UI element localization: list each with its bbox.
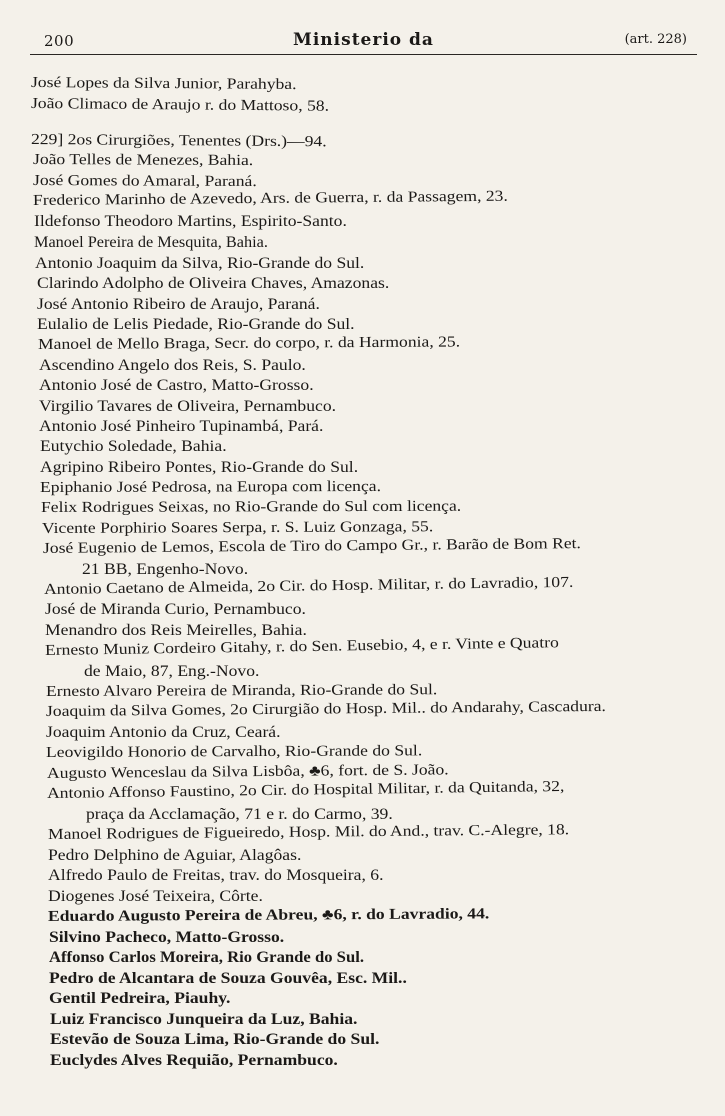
entry-line: Alfredo Paulo de Freitas, trav. do Mosqueira, 6. bbox=[48, 867, 384, 884]
section-heading: 229] 2os Cirurgiões, Tenentes (Drs.)—94. bbox=[30, 131, 327, 151]
entry-line: Antonio José de Castro, Matto-Grosso. bbox=[39, 377, 314, 394]
entry-line: João Climaco de Araujo r. do Mattoso, 58. bbox=[30, 95, 330, 115]
entry-line: Eutychio Soledade, Bahia. bbox=[40, 438, 227, 455]
entry-line: Antonio José Pinheiro Tupinambá, Pará. bbox=[39, 418, 324, 435]
entry-line: Vicente Porphirio Soares Serpa, r. S. Luiz Gonzaga, 55. bbox=[41, 518, 434, 537]
entry-line: Epiphanio José Pedrosa, na Europa com licença. bbox=[39, 477, 382, 496]
entry-line: Ernesto Muniz Cordeiro Gitahy, r. do Sen. Eusebio, 4, e r. Vinte e Quatro bbox=[44, 634, 559, 659]
entry-line: Diogenes José Teixeira, Côrte. bbox=[48, 888, 263, 905]
entry-line: Pedro Delphino de Aguiar, Alagôas. bbox=[48, 847, 302, 864]
entry-line: Affonso Carlos Moreira, Rio Grande do Sul. bbox=[49, 949, 364, 966]
entry-line: Ernesto Alvaro Pereira de Miranda, Rio-Grande do Sul. bbox=[45, 681, 438, 700]
entry-line: Frederico Marinho de Azevedo, Ars. de Guerra, r. da Passagem, 23. bbox=[32, 187, 508, 209]
entry-line: Joaquim Antonio da Cruz, Ceará. bbox=[46, 724, 281, 741]
entry-line: Silvino Pacheco, Matto-Grosso. bbox=[49, 929, 285, 946]
entry-line: Manoel Pereira de Mesquita, Bahia. bbox=[34, 234, 268, 251]
entry-line: Antonio Joaquim da Silva, Rio-Grande do Sul. bbox=[35, 255, 365, 272]
entry-line: praça da Acclamação, 71 e r. do Carmo, 39. bbox=[86, 806, 393, 823]
entry-line: José Gomes do Amaral, Paraná. bbox=[32, 172, 257, 191]
entry-line: Menandro dos Reis Meirelles, Bahia. bbox=[45, 622, 307, 639]
entry-line: de Maio, 87, Eng.-Novo. bbox=[84, 663, 260, 680]
entry-line: Agripino Ribeiro Pontes, Rio-Grande do Sul. bbox=[40, 459, 359, 476]
entry-line: Leovigildo Honorio de Carvalho, Rio-Grande do Sul. bbox=[45, 742, 423, 761]
entry-line: Ascendino Angelo dos Reis, S. Paulo. bbox=[39, 357, 306, 374]
entry-line: Ildefonso Theodoro Martins, Espirito-Santo. bbox=[34, 213, 347, 230]
entry-line: Eulalio de Lelis Piedade, Rio-Grande do Sul. bbox=[37, 316, 355, 333]
page-number: 200 bbox=[44, 32, 75, 50]
entry-line: José de Miranda Curio, Pernambuco. bbox=[45, 601, 306, 618]
entry-line: Manoel Rodrigues de Figueiredo, Hosp. Mil. do And., trav. C.-Alegre, 18. bbox=[47, 821, 570, 843]
entry-line: Joaquim da Silva Gomes, 2o Cirurgião do Hosp. Mil.. do Andarahy, Cascadura. bbox=[45, 697, 606, 720]
entry-line: Manoel de Mello Braga, Secr. do corpo, r. da Harmonia, 25. bbox=[37, 333, 461, 353]
entry-line: Estevão de Souza Lima, Rio-Grande do Sul. bbox=[50, 1031, 380, 1048]
entry-line: Augusto Wenceslau da Silva Lisbôa, ♣6, fort. de S. João. bbox=[46, 761, 449, 782]
entry-line: José Eugenio de Lemos, Escola de Tiro do Campo Gr., r. Barão de Bom Ret. bbox=[42, 535, 582, 557]
entry-line: Luiz Francisco Junqueira da Luz, Bahia. bbox=[50, 1011, 358, 1028]
entry-line: 21 BB, Engenho-Novo. bbox=[82, 561, 249, 578]
article-reference: (art. 228) bbox=[624, 32, 687, 47]
entry-line: Eduardo Augusto Pereira de Abreu, ♣6, r. do Lavradio, 44. bbox=[47, 905, 490, 925]
entry-line: Gentil Pedreira, Piauhy. bbox=[49, 990, 231, 1007]
entry-line: José Lopes da Silva Junior, Parahyba. bbox=[30, 74, 297, 94]
page-header bbox=[30, 30, 697, 55]
entry-line: João Telles de Menezes, Bahia. bbox=[32, 151, 254, 170]
entry-line: Euclydes Alves Requião, Pernambuco. bbox=[50, 1052, 338, 1069]
entry-line: Clarindo Adolpho de Oliveira Chaves, Amazonas. bbox=[37, 275, 390, 292]
entry-line: Felix Rodrigues Seixas, no Rio-Grande do Sul com licença. bbox=[40, 497, 462, 516]
entry-line: Pedro de Alcantara de Souza Gouvêa, Esc. Mil.. bbox=[49, 970, 407, 987]
entry-line: Virgilio Tavares de Oliveira, Pernambuco. bbox=[39, 398, 337, 415]
entry-line: Antonio Caetano de Almeida, 2o Cir. do Hosp. Militar, r. do Lavradio, 107. bbox=[43, 573, 574, 598]
entry-line: José Antonio Ribeiro de Araujo, Paraná. bbox=[37, 296, 320, 313]
running-title: Ministerio da bbox=[293, 30, 434, 50]
entry-line: Antonio Affonso Faustino, 2o Cir. do Hospital Militar, r. da Quitanda, 32, bbox=[46, 777, 565, 802]
